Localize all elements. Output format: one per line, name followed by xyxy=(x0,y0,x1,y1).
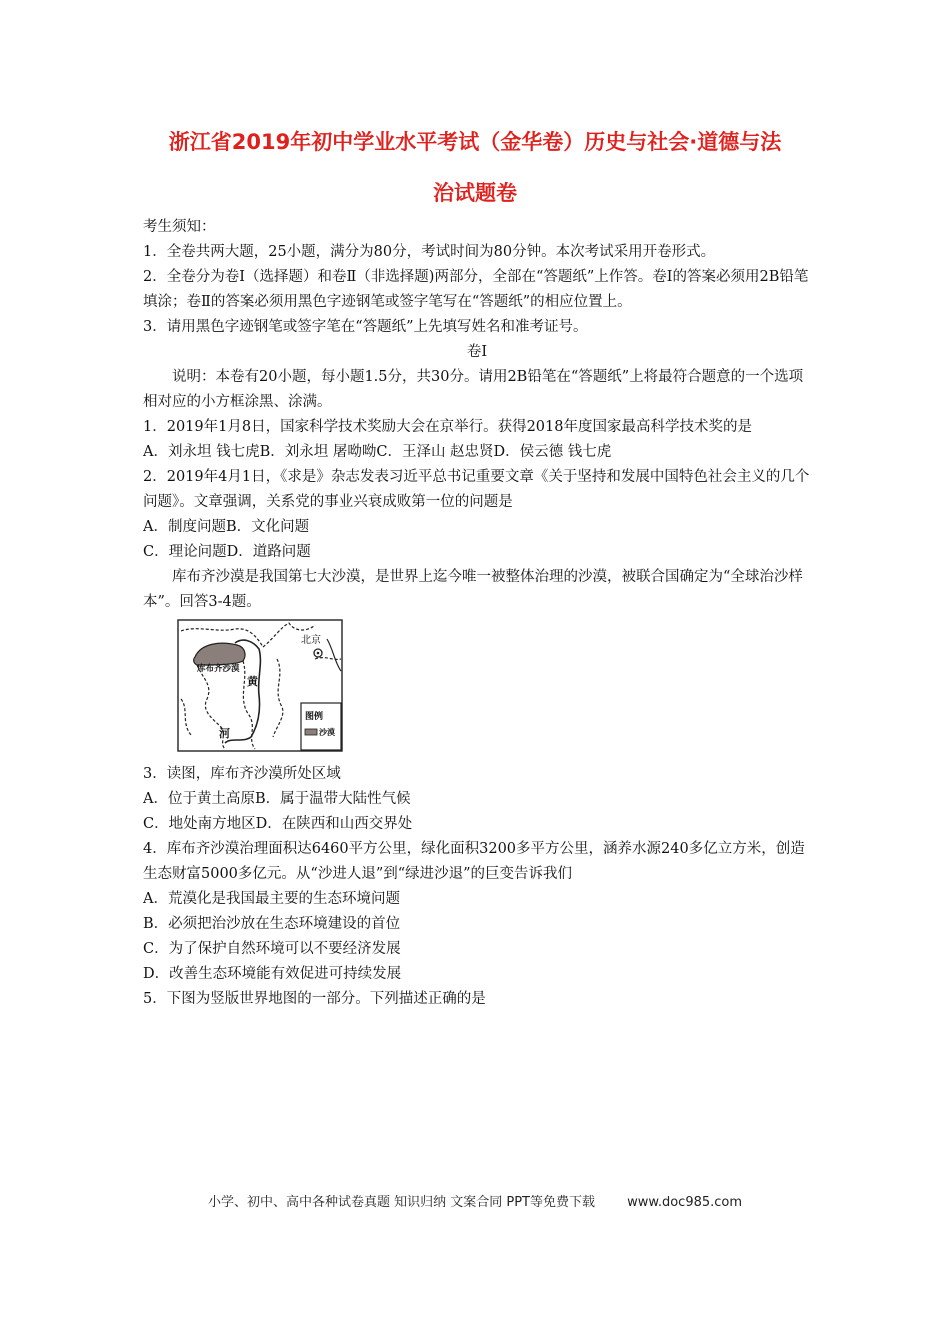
page-footer xyxy=(0,1191,950,1210)
question-4-option-c: C．为了保护自然环境可以不要经济发展 xyxy=(143,941,401,957)
question-2-options-ab: A．制度问题B．文化问题 xyxy=(143,519,310,535)
river-label-1: 黄 xyxy=(247,675,258,688)
kubuqi-desert-map xyxy=(177,619,343,752)
paper-body xyxy=(143,215,811,1012)
question-1: 1．2019年1月8日，国家科学技术奖励大会在京举行。获得2018年度国家最高科学技术奖的是 xyxy=(143,419,752,435)
section-instruction: 说明：本卷有20小题，每小题1.5分，共30分。请用2B铅笔在“答题纸”上将最符合题意的一个选项相对应的小方框涂黑、涂满。 xyxy=(143,369,804,410)
footer-text: 小学、初中、高中各种试卷真题 知识归纳 文案合同 PPT等免费下载 xyxy=(207,1195,595,1210)
footer-site-link[interactable]: www.doc985.com xyxy=(627,1195,743,1210)
notice-item-3: 3．请用黑色字迹钢笔或签字笔在“答题纸”上先填写姓名和准考证号。 xyxy=(143,319,588,335)
question-2: 2．2019年4月1日，《求是》杂志发表习近平总书记重要文章《关于坚持和发展中国特色社会主义的几个问题》。文章强调，关系党的事业兴衰成败第一位的问题是 xyxy=(143,469,810,510)
legend-title: 图例 xyxy=(305,712,324,722)
section-title: 卷Ⅰ xyxy=(466,344,488,360)
paper-title-line1: 浙江省2019年初中学业水平考试（金华卷）历史与社会·道德与法 xyxy=(168,130,782,154)
legend-swatch xyxy=(305,729,317,735)
city-label: 北京 xyxy=(301,635,321,646)
notice-heading: 考生须知： xyxy=(143,219,216,235)
question-4-option-a: A．荒漠化是我国最主要的生态环境问题 xyxy=(143,891,400,907)
question-4: 4．库布齐沙漠治理面积达6460平方公里，绿化面积3200多平方公里，涵养水源240多亿立方米，创造生态财富5000多亿元。从“沙进人退”到“绿进沙退”的巨变告诉我们 xyxy=(143,841,805,882)
question-5: 5．下图为竖版世界地图的一部分。下列描述正确的是 xyxy=(143,991,486,1007)
notice-item-2: 2．全卷分为卷Ⅰ（选择题）和卷Ⅱ（非选择题)两部分，全部在“答题纸”上作答。卷Ⅰ的答案必须用2B铅笔填涂；卷Ⅱ的答案必须用黑色字迹钢笔或签字笔写在“答题纸”的相应位置上。 xyxy=(143,269,809,310)
notice-item-1: 1．全卷共两大题，25小题，满分为80分，考试时间为80分钟。本次考试采用开卷形式。 xyxy=(143,244,716,260)
question-4-option-b: B．必须把治沙放在生态环境建设的首位 xyxy=(143,916,401,932)
question-1-options: A．刘永坦 钱七虎B．刘永坦 屠呦呦C．王泽山 赵忠贤D．侯云德 钱七虎 xyxy=(143,444,612,460)
question-4-option-d: D．改善生态环境能有效促进可持续发展 xyxy=(143,966,402,982)
question-3-options-cd: C．地处南方地区D．在陕西和山西交界处 xyxy=(143,816,413,832)
question-3-options-ab: A．位于黄土高原B．属于温带大陆性气候 xyxy=(143,791,411,807)
legend-item-label: 沙漠 xyxy=(319,728,335,737)
desert-label: 库布齐沙漠 xyxy=(197,664,240,674)
question-3: 3．读图，库布齐沙漠所处区域 xyxy=(143,766,341,782)
legend-box xyxy=(301,703,341,750)
river-label-2: 河 xyxy=(219,727,230,740)
material-text: 库布齐沙漠是我国第七大沙漠，是世界上迄今唯一被整体治理的沙漠，被联合国确定为“全球治沙样本”。回答3-4题。 xyxy=(143,569,803,610)
paper-title-line2: 治试题卷 xyxy=(433,181,517,205)
question-2-options-cd: C．理论问题D．道路问题 xyxy=(143,544,311,560)
